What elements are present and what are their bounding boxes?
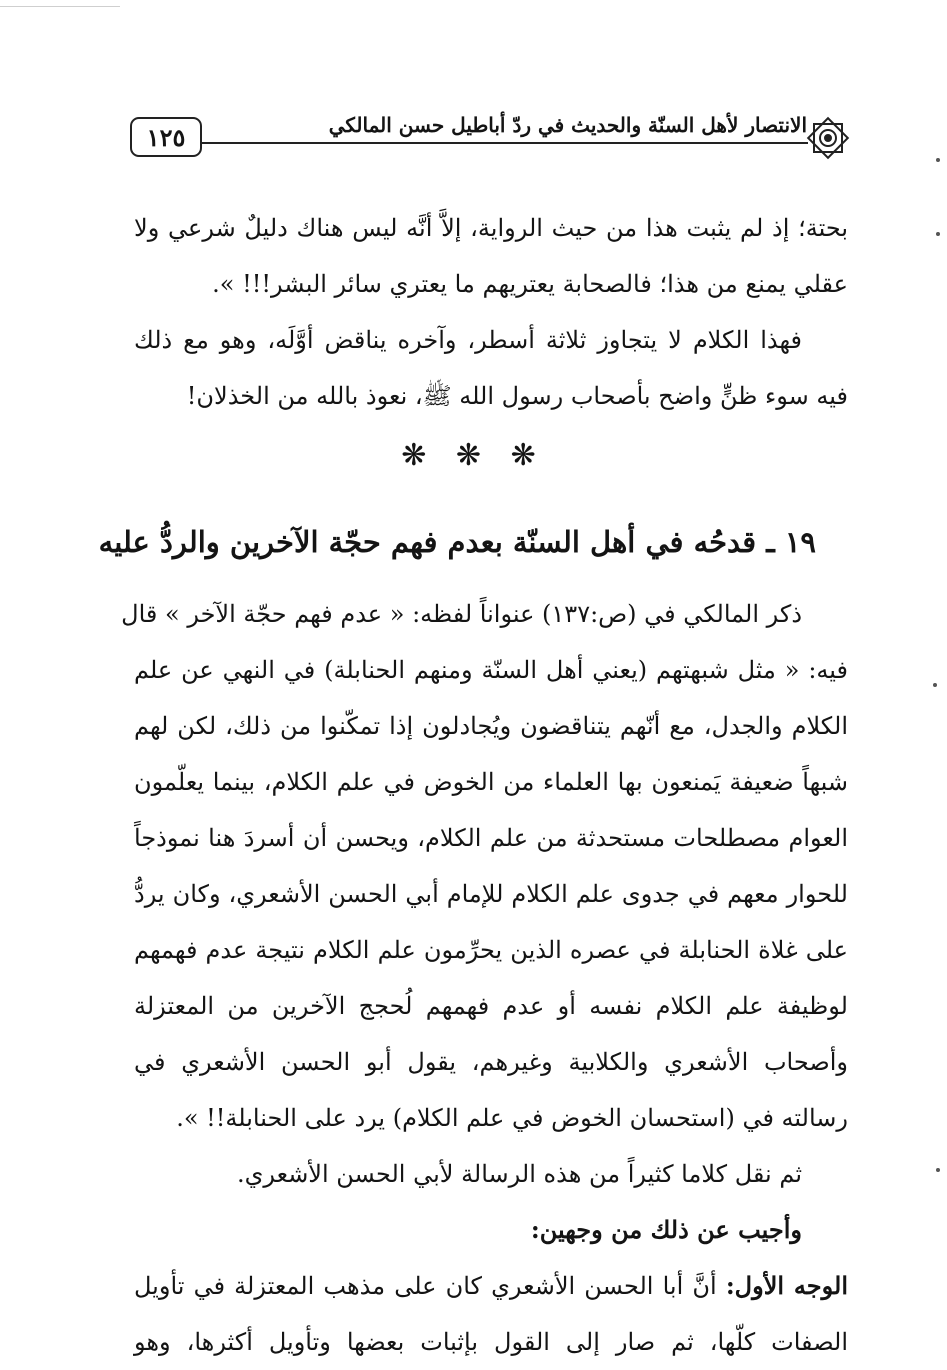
intro-paragraph [134, 200, 848, 424]
text-line: وأصحاب الأشعري والكلابية وغيرهم، يقول أبو الحسن الأشعري في [134, 1048, 848, 1076]
section-heading: ١٩ ـ قدحُه في أهل السنّة بعدم فهم حجّة الآخرين والردُّ عليه [98, 525, 816, 559]
text-line: للحوار معهم في جدوى علم الكلام للإمام أبي الحسن الأشعري، وكان يردُّ [134, 880, 848, 908]
margin-speck [936, 1168, 940, 1172]
header-rule [200, 142, 808, 144]
text-line: فهذا الكلام لا يتجاوز ثلاثة أسطر، وآخره يناقض أوَّلَه، وهو مع ذلك [134, 326, 802, 354]
margin-speck [936, 232, 940, 236]
text-line: بحتة؛ إذ لم يثبت هذا من حيث الرواية، إلاَّ أنَّه ليس هناك دليلٌ شرعي ولا [134, 214, 848, 242]
text-line: العوام مصطلحات مستحدثة من علم الكلام، ويحسن أن أسردَ هنا نموذجاً [134, 824, 848, 852]
first-aspect-label: الوجه الأول: [725, 1271, 848, 1300]
text-line: الكلام والجدل، مع أنّهم يتناقضون ويُجادلون إذا تمكّنوا من ذلك، لكن لهم [134, 712, 848, 740]
text-line: ثم نقل كلاما كثيراً من هذه الرسالة لأبي الحسن الأشعري. [236, 1160, 802, 1188]
margin-speck [933, 683, 937, 687]
text-line: الصفات كلّها، ثم صار إلى القول بإثبات بعضها وتأويل أكثرها، وهو [134, 1328, 848, 1356]
page-number: ١٢٥ [130, 117, 202, 157]
text-line: على غلاة الحنابلة في عصره الذين يحرِّمون علم الكلام نتيجة عدم فهمهم [134, 936, 849, 964]
eight-point-star-ornament-icon [802, 112, 854, 164]
answer-intro: وأجيب عن ذلك من وجهين: [530, 1215, 802, 1244]
first-aspect-line [134, 1258, 848, 1314]
text-line: عقلي يمنع من هذا؛ فالصحابة يعتريهم ما يعتري سائر البشر!!! ». [212, 270, 848, 298]
first-aspect-text: أنَّ أبا الحسن الأشعري كان على مذهب المعتزلة في تأويل [134, 1272, 726, 1300]
scan-edge-line [0, 6, 120, 7]
text-line: فيه: « مثل شبهتهم (يعني أهل السنّة ومنهم الحنابلة) في النهي عن علم [134, 656, 848, 684]
text-line: رسالته في (استحسان الخوض في علم الكلام) يرد على الحنابلة!! ». [176, 1104, 848, 1132]
text-line: لوظيفة علم الكلام نفسه أو عدم فهمهم لُحجج الآخرين من المعتزلة [134, 992, 848, 1020]
body-paragraph [121, 586, 849, 1370]
text-line: فيه سوء ظنٍّ واضح بأصحاب رسول الله ﷺ، نعوذ بالله من الخذلان! [186, 382, 848, 410]
margin-speck [936, 158, 940, 162]
section-separator: ❋ ❋ ❋ [401, 438, 546, 473]
text-line: ذكر المالكي في (ص:١٣٧) عنواناً لفظه: « عدم فهم حجّة الآخر » قال [121, 600, 802, 628]
running-title: الانتصار لأهل السنّة والحديث في ردّ أباطيل حسن المالكي [328, 113, 807, 137]
text-line: شبهاً ضعيفة يَمنعون بها العلماء من الخوض في علم الكلام، بينما يعلّمون [134, 768, 848, 796]
